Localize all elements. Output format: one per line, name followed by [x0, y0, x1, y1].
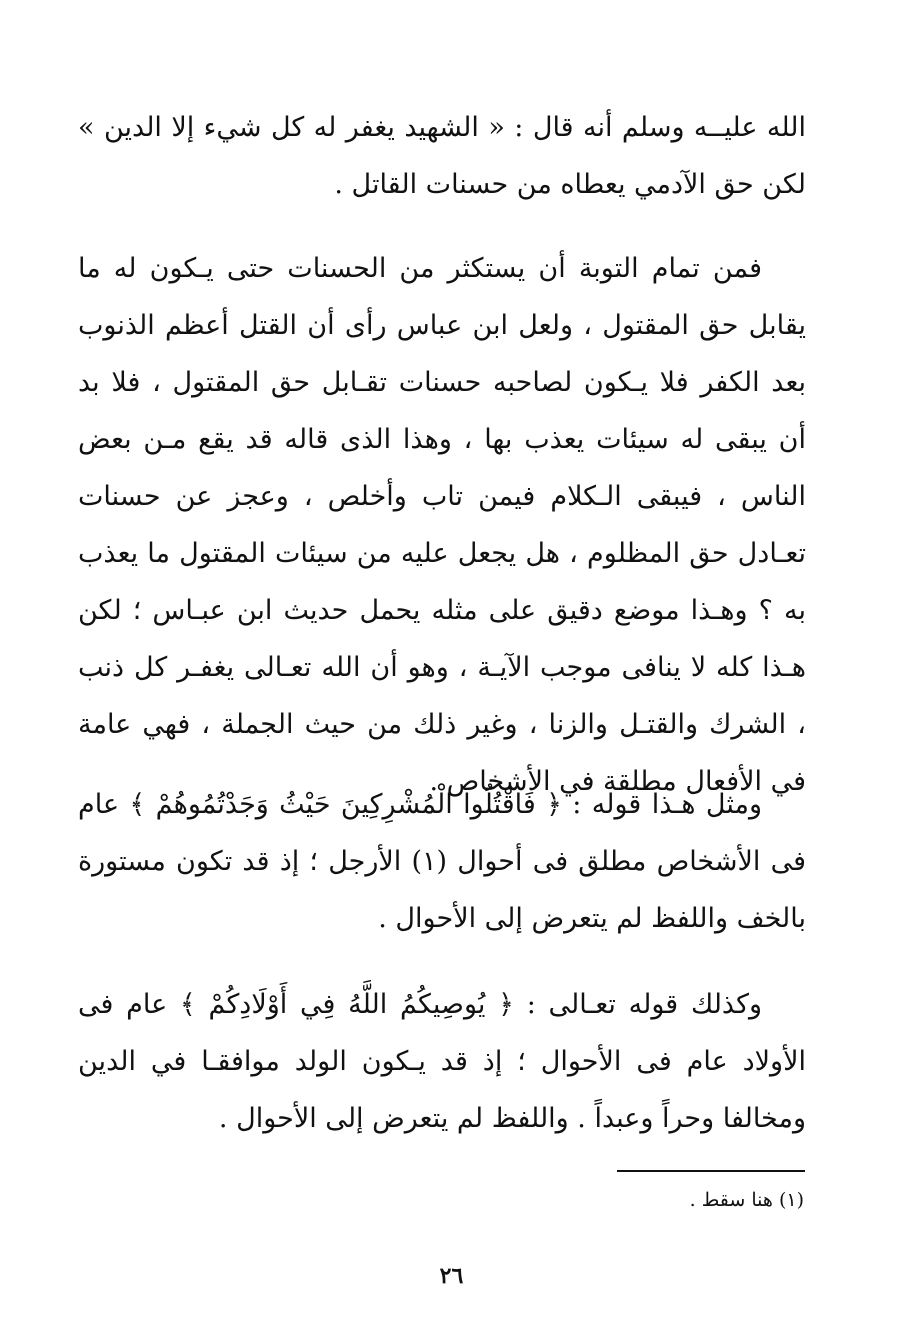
paragraph-text: فمن تمام التوبة أن يستكثر من الحسنات حتى يـكون له ما يقابل حق المقتول ، ولعل ابن عباس رأى أن القتل أعظم الذنوب بعد الكفر فلا يـكون لصاحبه حسنات تقـابل حق المقتول ، فلا بد أن يبقى له سيئات يعذب بها ، وهذا الذى قاله قد يقع مـن بعض الناس ، فيبقى الـكلام فيمن تاب وأخلص ، وعجز عن حسنات تعـادل حق المظلوم ، هل يجعل عليه من سيئات المقتول ما يعذب به ؟ وهـذا موضع دقيق على مثله يحمل حديث ابن عبـاس ؛ لكن هـذا كله لا ينافى موجب الآيـة ، وهو أن الله تعـالى يغفـر كل ذنب ، الشرك والقتـل والزنا ، وغير ذلك من حيث الجملة ، فهي عامة في الأفعال مطلقة في الأشخاص .: [78, 253, 806, 797]
paragraph-repentance: [78, 240, 806, 810]
paragraph-fight-polytheists: [78, 776, 806, 947]
footnote: (١) هنا سقط .: [689, 1189, 804, 1211]
paragraph-text: الله عليــه وسلم أنه قال : « الشهيد يغفر له كل شيء إلا الدين » لكن حق الآدمي يعطاه من حسنات القاتل .: [78, 112, 806, 200]
paragraph-text: ومثل هـذا قوله : ﴿ فَاقْتُلُوا الْمُشْرِكِينَ حَيْثُ وَجَدْتُمُوهُمْ ﴾ عام فى الأشخاص مطلق فى أحوال (١) الأرجل ؛ إذ قد تكون مستورة بالخف واللفظ لم يتعرض إلى الأحوال .: [78, 789, 806, 934]
paragraph-text: وكذلك قوله تعـالى : ﴿ يُوصِيكُمُ اللَّهُ فِي أَوْلَادِكُمْ ﴾ عام فى الأولاد عام فى الأحوال ؛ إذ قد يـكون الولد موافقـا في الدين ومخالفا وحراً وعبداً . واللفظ لم يتعرض إلى الأحوال .: [78, 989, 806, 1134]
paragraph-inheritance: [78, 976, 806, 1147]
footnote-divider: [617, 1170, 805, 1172]
paragraph-continuation: [78, 99, 806, 213]
page-number: ٢٦: [439, 1263, 464, 1289]
